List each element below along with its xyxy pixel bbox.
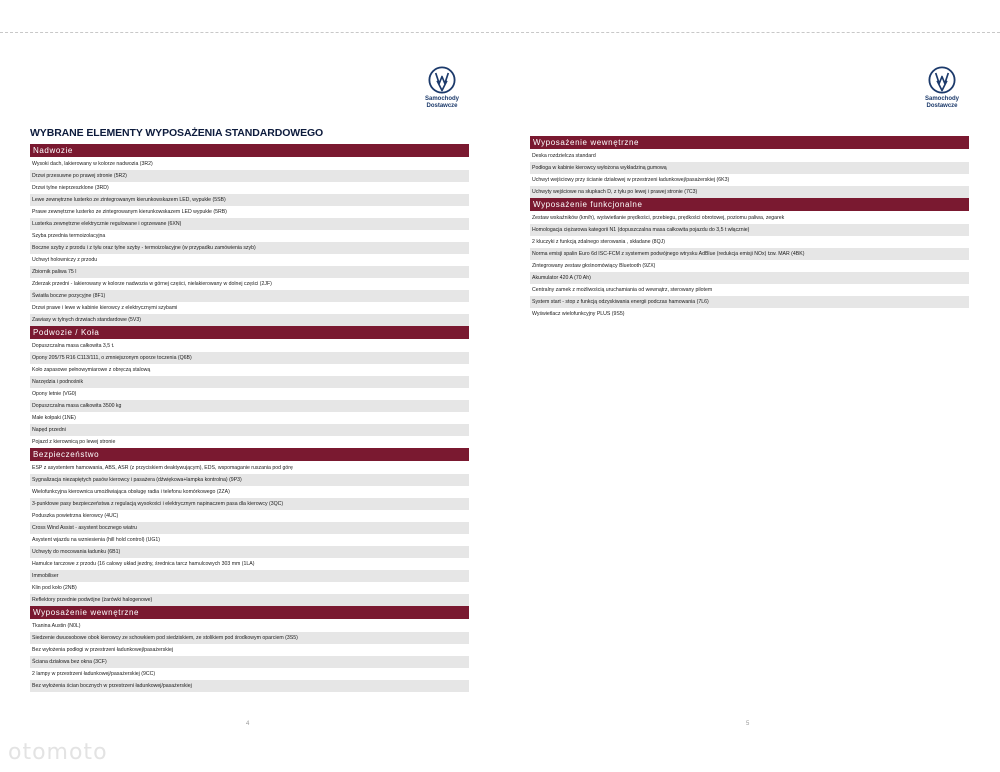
right-equipment-column	[530, 136, 969, 320]
section-header: Nadwozie	[30, 144, 469, 157]
section-header: Wyposażenie wewnętrzne	[30, 606, 469, 619]
equipment-item: Drzwi prawe i lewe w kabinie kierowcy z elektrycznymi szybami	[32, 305, 178, 311]
equipment-item: Narzędzia i podnośnik	[30, 376, 469, 388]
equipment-item: Klin pod koło (2NB)	[32, 585, 77, 591]
equipment-item: Zderzak przedni - lakierowany w kolorze nadwozia w górnej części, nielakierowany w dolnej części (2JF)	[32, 281, 272, 287]
left-equipment-column	[30, 144, 469, 692]
equipment-item: Bez wyłożenia podłogi w przestrzeni ładunkowej/pasażerskiej	[32, 647, 173, 653]
page-number-left: 4	[246, 721, 250, 727]
equipment-item: Deska rozdzielcza standard	[532, 153, 596, 159]
equipment-item: Cross Wind Assist - asystent bocznego wiatru	[30, 522, 469, 534]
equipment-item: Asystent wjazdu na wzniesienia (hill hold control) (UG1)	[32, 537, 161, 543]
equipment-item: Drzwi przesuwne po prawej stronie (5R2)	[30, 170, 469, 182]
equipment-item: Koło zapasowe pełnowymiarowe z obręczą stalową	[32, 367, 151, 373]
equipment-item: Bez wyłożenia ścian bocznych w przestrzeni ładunkowej/pasażerskiej	[30, 680, 469, 692]
section-header: Bezpieczeństwo	[30, 448, 469, 461]
equipment-item: Wysoki dach, lakierowany w kolorze nadwozia (3R2)	[32, 161, 153, 167]
section-header: Wyposażenie wewnętrzne	[530, 136, 969, 149]
equipment-item: Światła boczne pozycyjne (8F1)	[30, 290, 469, 302]
equipment-item: Norma emisji spalin Euro 6d ISC-FCM z systemem podwójnego wtrysku AdBlue (redukcja emisji NOx) tzw. MAR (4BK)	[530, 248, 969, 260]
top-dashed-divider	[0, 32, 1000, 33]
page-title: WYBRANE ELEMENTY WYPOSAŻENIA STANDARDOWEGO	[30, 127, 324, 139]
equipment-item: Centralny zamek z możliwością uruchamiania od wewnątrz, sterowany pilotem	[532, 287, 713, 293]
equipment-item: Pojazd z kierownicą po lewej stronie	[32, 439, 116, 445]
equipment-item: Napęd przedni	[30, 424, 469, 436]
brand-logo-left	[412, 66, 472, 110]
equipment-item: Immobiliser	[30, 570, 469, 582]
equipment-item: Tkanina Austin (N0L)	[32, 623, 81, 629]
equipment-item: Uchwyt holowniczy z przodu	[32, 257, 98, 263]
equipment-item: Dopuszczalna masa całkowita 3500 kg	[30, 400, 469, 412]
equipment-item: Reflektory przednie podwójne (żarówki halogenowe)	[30, 594, 469, 606]
vw-logo-icon	[428, 66, 456, 94]
equipment-item: Dopuszczalna masa całkowita 3,5 t.	[32, 343, 115, 349]
section-header: Wyposażenie funkcjonalne	[530, 198, 969, 211]
vw-logo-icon	[928, 66, 956, 94]
equipment-item: Zintegrowany zestaw głośnomówiący Bluetooth (9ZX)	[532, 263, 656, 269]
watermark: otomoto	[8, 740, 108, 765]
equipment-item: Ściana działowa bez okna (3CF)	[30, 656, 469, 668]
equipment-item: ESP z asystentem hamowania, ABS, ASR (z przyciskiem deaktywującym), EDS, wspomaganie ruszania pod górę	[32, 465, 293, 471]
equipment-item: Hamulce tarczowe z przodu (16 calowy układ jezdny, średnica tarcz hamulcowych 303 mm (1LA)	[32, 561, 255, 567]
page-number-right: 5	[746, 721, 750, 727]
equipment-item: Prawe zewnętrzne lusterko ze zintegrowanym kierunkowskazem LED wypukłe (5RB)	[32, 209, 227, 215]
equipment-item: Sygnalizacja niezapiętych pasów kierowcy i pasażera (dźwiękowa+lampka kontrolna) (9P3)	[30, 474, 469, 486]
equipment-item: Akumulator 420 A (70 Ah)	[530, 272, 969, 284]
equipment-item: Homologacja ciężarowa kategorii N1 (dopuszczalna masa całkowita pojazdu do 3,5 t włącznie)	[530, 224, 969, 236]
equipment-item: Uchwyty wejściowe na słupkach D, z tyłu po lewej i prawej stronie (7C3)	[530, 186, 969, 198]
equipment-item: System start - stop z funkcją odzyskiwania energii podczas hamowania (7L6)	[530, 296, 969, 308]
equipment-item: Wyświetlacz wielofunkcyjny PLUS (9S5)	[532, 311, 625, 317]
equipment-item: Wielofunkcyjna kierownica umożliwiająca obsługę radia i telefonu komórkowego (2ZA)	[32, 489, 230, 495]
equipment-item: Uchwyt wejściowy przy ścianie działowej w przestrzeni ładunkowej/pasażerskiej (6K3)	[532, 177, 730, 183]
equipment-item: Siedzenie dwuosobowe obok kierowcy ze schowkiem pod siedziskiem, ze stolikiem pod środkowym oparciem (3S5)	[30, 632, 469, 644]
equipment-item: Zestaw wskaźników (km/h), wyświetlanie prędkości, przebiegu, prędkości obrotowej, poziomu paliwa, zegarek	[532, 215, 785, 221]
equipment-item: 2 lampy w przestrzeni ładunkowej/pasażerskiej (9CC)	[32, 671, 156, 677]
section-header: Podwozie / Koła	[30, 326, 469, 339]
equipment-item: Lusterka zewnętrzne elektrycznie regulowane i ogrzewane (6XN)	[30, 218, 469, 230]
equipment-item: Drzwi tylne nieprzeszklone (3RD)	[32, 185, 109, 191]
equipment-item: Uchwyty do mocowania ładunku (6B1)	[30, 546, 469, 558]
equipment-item: 3-punktowe pasy bezpieczeństwa z regulacją wysokości i elektrycznym napinaczem pasa dla kierowcy (3QC)	[30, 498, 469, 510]
equipment-item: Opony 205/75 R16 C113/111, o zmniejszonym oporze toczenia (Q6B)	[30, 352, 469, 364]
equipment-item: 2 kluczyki z funkcją zdalnego sterowania , składane (8QJ)	[532, 239, 665, 245]
equipment-item: Szyba przednia termoizolacyjna	[32, 233, 106, 239]
equipment-item: Poduszka powietrzna kierowcy (4UC)	[32, 513, 119, 519]
equipment-item: Podłoga w kabinie kierowcy wyłożona wykładziną gumową	[530, 162, 969, 174]
equipment-item: Zawiasy w tylnych drzwiach standardowe (5V3)	[30, 314, 469, 326]
equipment-item: Opony letnie (VG0)	[32, 391, 77, 397]
equipment-item: Małe kołpaki (1NE)	[32, 415, 76, 421]
equipment-item: Lewe zewnętrzne lusterko ze zintegrowanym kierunkowskazem LED, wypukłe (5SB)	[30, 194, 469, 206]
brand-logo-right	[912, 66, 972, 110]
brand-name: Samochody Dostawcze	[924, 96, 959, 109]
equipment-item: Boczne szyby z przodu i z tyłu oraz tylne szyby - termoizolacyjne (w przypadku zamówienia szyb)	[30, 242, 469, 254]
equipment-item: Zbiornik paliwa 75 l	[30, 266, 469, 278]
brand-name: Samochody Dostawcze	[424, 96, 459, 109]
